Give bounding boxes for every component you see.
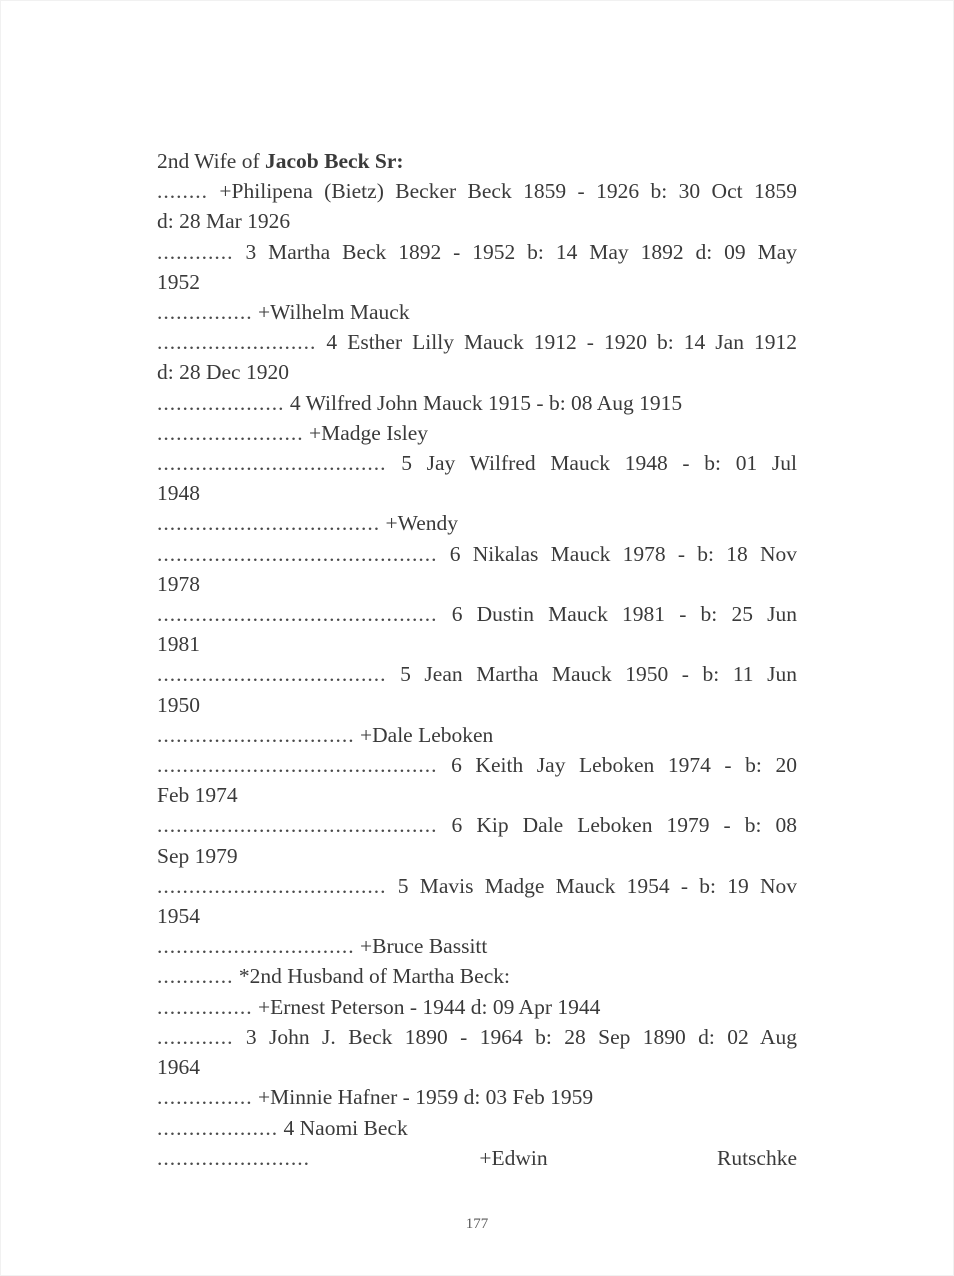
text-block [157,146,797,1173]
entry-text: 6 Dustin Mauck 1981 - b: 25 Jun [451,602,798,627]
tree-line [157,206,797,236]
tree-line [157,720,797,750]
tree-line [157,931,797,961]
entry-text: 5 Jean Martha Mauck 1950 - b: 11 Jun [400,662,797,687]
tree-line [157,448,797,478]
leader-dots: .................................... [157,873,387,898]
leader-dots: ............ [157,1024,234,1049]
entry-text: +Wilhelm Mauck [258,300,410,325]
entry-text: +Dale Leboken [360,722,494,747]
section-heading [157,146,797,176]
leader-dots: ............................................ [157,813,438,838]
tree-line [157,176,797,206]
entry-text: +Madge Isley [309,420,428,445]
entry-text: *2nd Husband of Martha Beck: [238,964,510,989]
entry-carry-text: 1964 [157,1055,200,1080]
leader-dots: ................................... [157,511,381,536]
leader-dots: ............... [157,300,253,325]
entry-carry-text: d: 28 Dec 1920 [157,360,289,385]
entry-text: 4 Wilfred John Mauck 1915 - b: 08 Aug 1915 [289,390,683,415]
entry-text: +Philipena (Bietz) Becker Beck 1859 - 1926 b: 30 Oct 1859 [219,179,798,204]
tree-line [157,961,797,991]
tree-line [157,357,797,387]
leader-dots: ......................... [157,330,317,355]
heading-subject: Jacob Beck Sr: [265,149,404,173]
leader-dots: .................................... [157,451,387,476]
leader-dots: ............................................ [157,753,438,778]
entry-text: +Ernest Peterson - 1944 d: 09 Apr 1944 [258,994,601,1019]
leader-dots: ............ [157,239,234,264]
leader-dots: .................................... [157,662,387,687]
tree-line [157,297,797,327]
leader-dots: ............................................ [157,541,438,566]
tree-line [157,871,797,901]
tree-line [157,1143,797,1173]
tree-line [157,810,797,840]
entry-carry-text: 1981 [157,632,200,657]
entry-text: 4 Naomi Beck [283,1115,408,1140]
entry-carry-text: Sep 1979 [157,843,238,868]
entry-carry-text: 1952 [157,269,200,294]
entry-text: +Bruce Bassitt [360,934,488,959]
entry-carry-text: d: 28 Mar 1926 [157,209,291,234]
entry-text: 5 Jay Wilfred Mauck 1948 - b: 01 Jul [401,451,797,476]
entry-text: 6 Nikalas Mauck 1978 - b: 18 Nov [449,541,797,566]
tree-line [157,237,797,267]
leader-dots: ....................... [157,420,304,445]
entry-carry-text: 1954 [157,904,200,929]
entry-carry-text: 1948 [157,481,200,506]
entry-text: +Minnie Hafner - 1959 d: 03 Feb 1959 [258,1085,594,1110]
page-number: 177 [465,1216,489,1232]
leader-dots: ........................ [157,1145,310,1170]
leader-dots: .................... [157,390,285,415]
leader-dots: ............... [157,994,253,1019]
tree-line [157,569,797,599]
tree-line [157,841,797,871]
leader-dots: ............... [157,1085,253,1110]
entry-text: 6 Keith Jay Leboken 1974 - b: 20 [451,753,797,778]
tree-line [157,539,797,569]
entry-carry-text: 1950 [157,692,200,717]
tree-line [157,418,797,448]
tree-line [157,388,797,418]
tree-line [157,1052,797,1082]
tree-line [157,267,797,297]
tree-line [157,690,797,720]
tree-line [157,1082,797,1112]
entry-text: 4 Esther Lilly Mauck 1912 - 1920 b: 14 Jan 1912 [326,330,798,355]
entry-carry-text: 1978 [157,571,200,596]
leader-dots: ............ [157,964,234,989]
entry-text: 5 Mavis Madge Mauck 1954 - b: 19 Nov [397,873,797,898]
leader-dots: ............................... [157,722,355,747]
tree-line [157,780,797,810]
tree-line [157,629,797,659]
tree-line [157,992,797,1022]
tree-line [157,901,797,931]
leader-dots: ............................................ [157,602,438,627]
tree-line [157,327,797,357]
tree-line [157,1022,797,1052]
leader-dots: ............................... [157,934,355,959]
tree-line [157,659,797,689]
entry-text: 6 Kip Dale Leboken 1979 - b: 08 [451,813,798,838]
tree-line [157,750,797,780]
entry-text: 3 Martha Beck 1892 - 1952 b: 14 May 1892 d: 09 May [245,239,798,264]
entry-carry-text: Feb 1974 [157,783,238,808]
entry-text: +Edwin Rutschke [479,1145,797,1170]
leader-dots: ................... [157,1115,279,1140]
entry-text: +Wendy [385,511,458,536]
heading-prefix: 2nd Wife of [157,149,266,173]
tree-line [157,478,797,508]
leader-dots: ........ [157,179,208,204]
entry-text: 3 John J. Beck 1890 - 1964 b: 28 Sep 1890 d: 02 Aug [245,1024,798,1049]
tree-line [157,508,797,538]
tree-line [157,599,797,629]
tree-line [157,1113,797,1143]
